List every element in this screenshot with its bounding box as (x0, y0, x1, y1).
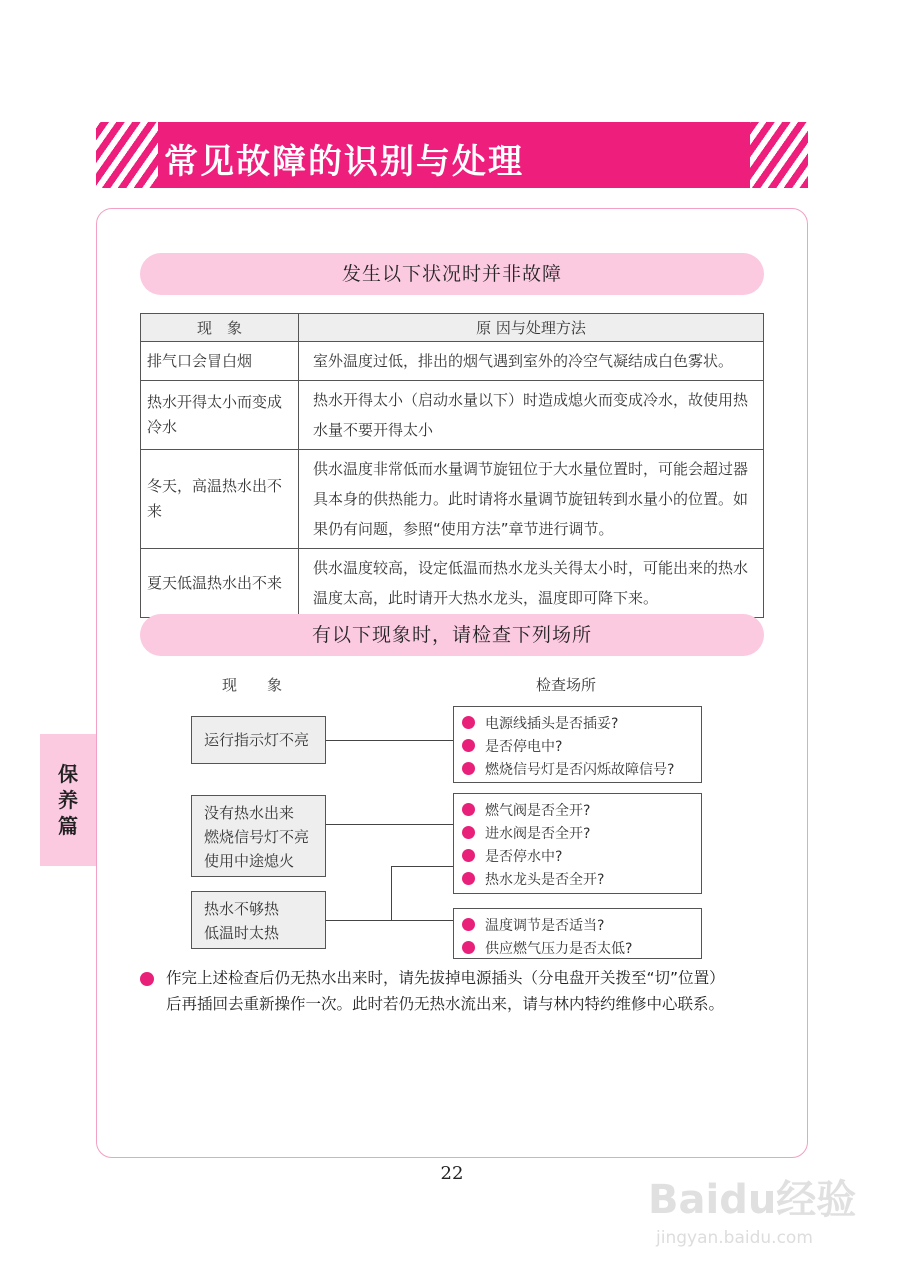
watermark-logo: Baidu经验 (648, 1177, 857, 1223)
connector-line (391, 866, 453, 867)
connector-line (326, 740, 453, 741)
connector-line (391, 866, 392, 921)
watermark (640, 1150, 880, 1260)
banner-stripes-left (96, 122, 158, 188)
check-item (462, 798, 693, 821)
bullet-icon (462, 803, 475, 816)
check-item-text: 热水龙头是否全开? (485, 871, 605, 888)
symptom-line: 运行指示灯不亮 (204, 731, 310, 749)
check-item-text: 电源线插头是否插妥? (485, 715, 619, 732)
check-box (453, 706, 702, 783)
table-cell-symptom: 热水开得太小而变成冷水 (141, 381, 299, 450)
bullet-icon (462, 762, 475, 775)
section1-title: 发生以下状况时并非故障 (140, 253, 764, 295)
side-tab-maintenance (40, 734, 96, 866)
bullet-icon (140, 972, 154, 986)
check-item (462, 711, 693, 734)
note-line: 作完上述检查后仍无热水出来时，请先拔掉电源插头（分电盘开关拨至“切”位置） (166, 969, 725, 987)
check-item (462, 913, 693, 936)
table-row (141, 549, 764, 618)
non-fault-table (140, 313, 764, 618)
connector-line (326, 824, 453, 825)
table-row (141, 450, 764, 549)
check-item-text: 供应燃气压力是否太低? (485, 940, 633, 957)
bullet-icon (462, 849, 475, 862)
table-cell-symptom: 排气口会冒白烟 (141, 342, 299, 381)
check-box (453, 793, 702, 894)
table-cell-cause: 室外温度过低，排出的烟气遇到室外的冷空气凝结成白色雾状。 (299, 342, 764, 381)
check-item (462, 844, 693, 867)
bullet-icon (462, 918, 475, 931)
symptom-line: 低温时太热 (204, 924, 280, 942)
symptom-line: 热水不够热 (204, 900, 280, 918)
table-row (141, 342, 764, 381)
symptom-line: 没有热水出来 (204, 804, 295, 822)
table-cell-cause: 供水温度非常低而水量调节旋钮位于大水量位置时，可能会超过器具本身的供热能力。此时请将水量调节旋钮转到水量小的位置。如果仍有问题，参照“使用方法”章节进行调节。 (299, 450, 764, 549)
check-item-text: 温度调节是否适当? (485, 917, 605, 934)
check-item (462, 821, 693, 844)
bullet-icon (462, 941, 475, 954)
check-item-text: 燃气阀是否全开? (485, 802, 591, 819)
check-box (453, 908, 702, 959)
banner-stripes-right (750, 122, 808, 188)
side-tab-char: 养 (58, 788, 78, 812)
check-item-text: 是否停电中? (485, 738, 563, 755)
page-number: 22 (440, 1163, 464, 1184)
symptom-box (191, 795, 326, 877)
note-line: 后再插回去重新操作一次。此时若仍无热水流出来，请与林内特约维修中心联系。 (166, 995, 725, 1013)
table-header-symptom: 现 象 (141, 314, 299, 342)
table-cell-symptom: 冬天，高温热水出不来 (141, 450, 299, 549)
table-cell-cause: 热水开得太小（启动水量以下）时造成熄火而变成冷水，故使用热水量不要开得太小 (299, 381, 764, 450)
symptom-line: 使用中途熄火 (204, 852, 295, 870)
connector-line (326, 920, 453, 921)
bullet-icon (462, 872, 475, 885)
note-paragraph (140, 965, 780, 1017)
symptom-box (191, 891, 326, 949)
side-tab-char: 篇 (58, 814, 78, 838)
table-header-cause: 原 因与处理方法 (299, 314, 764, 342)
side-tab-char: 保 (58, 762, 78, 786)
table-row (141, 381, 764, 450)
symptom-box (191, 716, 326, 764)
symptom-line: 燃烧信号灯不亮 (204, 828, 310, 846)
check-item (462, 867, 693, 890)
check-item (462, 757, 693, 780)
table-cell-symptom: 夏天低温热水出不来 (141, 549, 299, 618)
check-item (462, 936, 693, 959)
page-title: 常见故障的识别与处理 (164, 142, 524, 182)
check-item-text: 是否停水中? (485, 848, 563, 865)
table-cell-cause: 供水温度较高，设定低温而热水龙头关得太小时，可能出来的热水温度太高，此时请开大热水龙头，温度即可降下来。 (299, 549, 764, 618)
check-item (462, 734, 693, 757)
bullet-icon (462, 826, 475, 839)
check-item-text: 进水阀是否全开? (485, 825, 591, 842)
bullet-icon (462, 716, 475, 729)
section2-title: 有以下现象时，请检查下列场所 (140, 614, 764, 656)
bullet-icon (462, 739, 475, 752)
title-banner (96, 122, 808, 188)
check-item-text: 燃烧信号灯是否闪烁故障信号? (485, 761, 675, 778)
watermark-url: jingyan.baidu.com (656, 1228, 813, 1248)
column-head-check: 检查场所 (536, 676, 597, 694)
column-head-symptom: 现 象 (222, 676, 283, 694)
table-header-row (141, 314, 764, 342)
